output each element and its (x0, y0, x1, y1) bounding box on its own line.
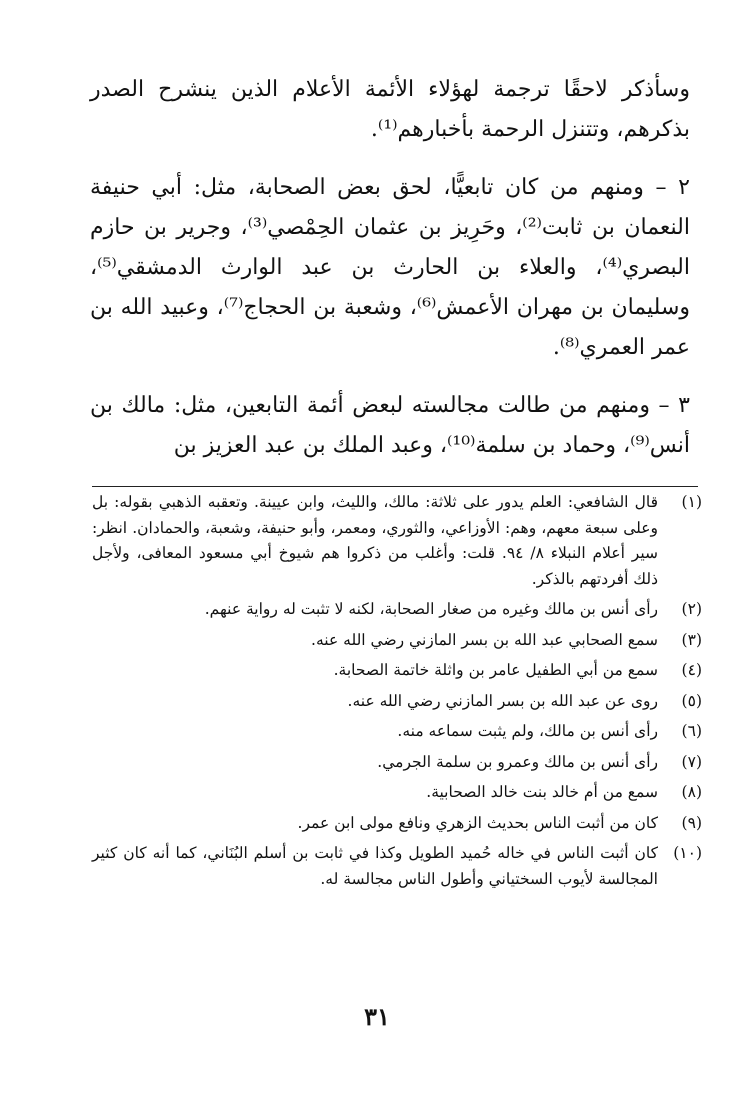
footnote-number: (١) (681, 493, 702, 511)
footnote-text: سمع الصحابي عبد الله بن بسر المازني رضي الله عنه. (311, 630, 658, 649)
footnote-text: رأى أنس بن مالك، ولم يثبت سماعه منه. (397, 722, 658, 740)
footnote-4 (92, 658, 702, 684)
footnote-number: (٣) (681, 630, 702, 649)
footnote-2 (92, 597, 702, 623)
footnote-number: (٨) (681, 783, 702, 801)
footnote-9 (92, 811, 702, 837)
footnote-divider (92, 486, 698, 487)
footnote-number: (١٠) (673, 844, 702, 862)
footnote-number: (٦) (681, 722, 702, 740)
footnote-number: (٤) (681, 661, 702, 679)
page-number: ٣١ (364, 1002, 390, 1031)
footnote-7 (92, 750, 702, 776)
footnote-text: رأى أنس بن مالك وعمرو بن سلمة الجرمي. (377, 752, 658, 771)
footnote-6 (92, 719, 702, 745)
footnote-text: كان من أثبت الناس بحديث الزهري ونافع مولى ابن عمر. (297, 813, 658, 832)
footnote-3 (92, 628, 702, 654)
footnote-text: روى عن عبد الله بن بسر المازني رضي الله عنه. (347, 691, 658, 710)
footnote-1 (92, 490, 702, 592)
footnote-text: سمع من أبي الطفيل عامر بن واثلة خاتمة الصحابة. (333, 661, 658, 679)
footnote-10 (92, 841, 702, 892)
footnote-number: (٥) (681, 691, 702, 710)
footnotes (92, 490, 702, 892)
paragraph-item-3: ٣ – ومنهم من طالت مجالسته لبعض أئمة التابعين، مثل: مالك بن أنس⁽⁹⁾، وحماد بن سلمة⁽¹⁰⁾، وعبد الملك بن عبد العزيز بن (90, 393, 690, 458)
footnote-number: (٢) (681, 600, 702, 618)
footnote-text: كان أثبت الناس في خاله حُميد الطويل وكذا في ثابت بن أسلم البُنَاني، كما أنه كان كثير المجالسة لأيوب السختياني وأطول الناس مجالسة له. (92, 844, 658, 888)
footnote-number: (٩) (681, 813, 702, 832)
footnote-number: (٧) (681, 752, 702, 771)
paragraph-intro: وسأذكر لاحقًا ترجمة لهؤلاء الأئمة الأعلام الذين ينشرح الصدر بذكرهم، وتتنزل الرحمة بأخبارهم⁽¹⁾. (90, 77, 690, 142)
footnote-text: رأى أنس بن مالك وغيره من صغار الصحابة، لكنه لا تثبت له رواية عنهم. (204, 600, 658, 618)
footnote-8 (92, 780, 702, 806)
footnote-text: سمع من أم خالد بنت خالد الصحابية. (426, 783, 658, 801)
footnote-text: قال الشافعي: العلم يدور على ثلاثة: مالك، والليث، وابن عيينة. وتعقبه الذهبي بقوله: بل وعلى سبعة معهم، وهم: الأوزاعي، والثوري، ومعمر، وأبو حنيفة، وشعبة، والحمادان. انظر: سير أعلام النبلاء ٨/ ٩٤. قلت: وأغلب من ذكروا هم شيوخ أبي مسعود المعافى، ولأجل ذلك أفردتهم بالذكر. (92, 493, 658, 588)
main-text (90, 70, 690, 484)
footnote-5 (92, 689, 702, 715)
paragraph-item-2: ٢ – ومنهم من كان تابعيًّا، لحق بعض الصحابة، مثل: أبي حنيفة النعمان بن ثابت⁽²⁾، وحَرِيز بن عثمان الحِمْصي⁽³⁾، وجرير بن حازم البصري⁽⁴⁾، والعلاء بن الحارث بن عبد الوارث الدمشقي⁽⁵⁾، وسليمان بن مهران الأعمش⁽⁶⁾، وشعبة بن الحجاج⁽⁷⁾، وعبيد الله بن عمر العمري⁽⁸⁾. (90, 175, 691, 360)
